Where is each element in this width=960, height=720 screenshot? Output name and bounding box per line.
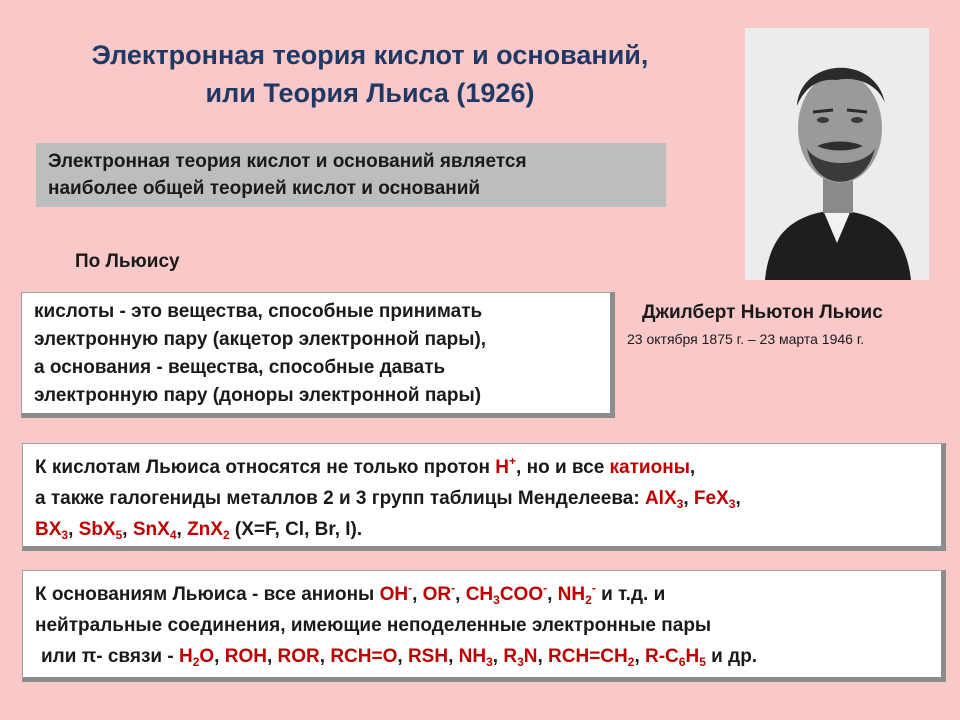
- bases-line-2: нейтральные соединения, имеющие неподеленные электронные пары: [35, 615, 712, 636]
- acids-line-2: а также галогениды металлов 2 и 3 групп таблицы Менделеева: AlX$_3$, FeX$_3$,: [35, 488, 741, 511]
- acids-line-3: $BX_3$, SbX$_5$, SnX$_4$, ZnX$_2$ (X=F, Cl, Br, I).: [35, 519, 363, 542]
- acids-line-1: К кислотам Льюиса относятся не только протон H+, но и все катионы,: [35, 454, 696, 478]
- lewis-bases-box: [22, 570, 946, 682]
- title-line-2: или Теория Льиса (1926): [205, 78, 535, 108]
- summary-line-1: Электронная теория кислот и оснований является: [48, 151, 527, 172]
- bases-line-3: или π- связи - $H_2O$, ROH, ROR, RCH=O, RSH, $NH_3$, $R_3N$, $RCH=CH_2$, $R-C_6H_5$ и др.: [41, 646, 758, 669]
- scientist-name: Джилберт Ньютон Льюис: [642, 302, 883, 323]
- according-to-lewis-label: По Льюису: [75, 251, 180, 272]
- definition-line-4: электронную пару (доноры электронной пары): [34, 385, 482, 406]
- definition-line-1: кислоты - это вещества, способные принимать: [34, 301, 483, 322]
- lewis-portrait-photo: [745, 28, 929, 280]
- definition-line-2: электронную пару (акцетор электронной пары),: [34, 329, 487, 350]
- lewis-acids-box: [22, 443, 946, 551]
- portrait-illustration: [745, 28, 929, 280]
- slide-title: [20, 36, 720, 112]
- bases-line-1: К основаниям Льюиса - все анионы OH-, OR-, $CH_3COO^-$, $NH_2^-$ и т.д. и: [35, 581, 666, 607]
- title-line-1: Электронная теория кислот и оснований,: [91, 40, 649, 70]
- definition-line-3: а основания - вещества, способные давать: [34, 357, 446, 378]
- scientist-dates: 23 октября 1875 г. – 23 марта 1946 г.: [627, 331, 865, 347]
- definition-box: [21, 292, 615, 418]
- summary-line-2: наиболее общей теорией кислот и оснований: [48, 178, 481, 199]
- summary-box: [36, 143, 666, 207]
